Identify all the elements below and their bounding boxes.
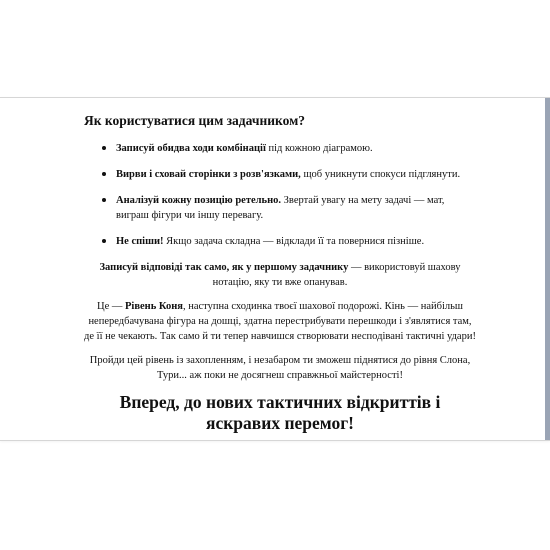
tip-text: під кожною діаграмою. [265, 143, 373, 154]
tip-bold: Вирви і сховай сторінки з розв'язками, [116, 169, 301, 180]
tip-bold: Записуй обидва ходи комбінації [116, 143, 266, 154]
closing-slogan: Вперед, до нових тактичних відкриттів і яскравих перемог! [119, 392, 441, 433]
bullet-icon [102, 146, 106, 150]
motivation-paragraph: Пройди цей рівень із захопленням, і незабаром ти зможеш піднятися до рівня Слона, Тури... аж поки не досягнеш справжньої майстерності! [89, 355, 471, 381]
tip-bold: Не спіши! [116, 236, 164, 247]
tip-bold: Аналізуй кожну позицію ретельно. [116, 195, 282, 206]
list-item [84, 193, 476, 223]
answers-note-bold: Записуй відповіді так само, як у першому задачнику [99, 262, 349, 273]
bullet-icon [102, 239, 106, 243]
level-paragraph-intro: Це — [97, 301, 125, 312]
document-content [84, 113, 476, 434]
list-item [84, 141, 476, 156]
answers-note-text: — використовуй шахову нотацію, яку ти вже опанував. [212, 262, 461, 288]
level-paragraph [84, 299, 476, 344]
tip-text: щоб уникнути спокуси підглянути. [300, 169, 461, 180]
list-item [84, 234, 476, 249]
section-heading: Як користуватися цим задачником? [84, 113, 306, 128]
bullet-icon [102, 198, 106, 202]
tips-list [84, 141, 476, 249]
level-paragraph-text: , наступна сходинка твоєї шахової подорожі. Кінь — найбільш непередбачувана фігура на дошці, здатна перестрибувати перешкоди і з'являтися там, де її не чекають. Так само й ти тепер навчишся створювати несподівані тактичні удари! [84, 301, 476, 342]
answers-note [84, 260, 476, 290]
tip-text: Звертай увагу на мету задачі — мат, виграш фігури чи іншу перевагу. [116, 195, 445, 221]
tip-text: Якщо задача складна — відклади її та повернися пізніше. [163, 236, 425, 247]
level-name: Рівень Коня [125, 301, 183, 312]
bullet-icon [102, 172, 106, 176]
list-item [84, 167, 476, 182]
